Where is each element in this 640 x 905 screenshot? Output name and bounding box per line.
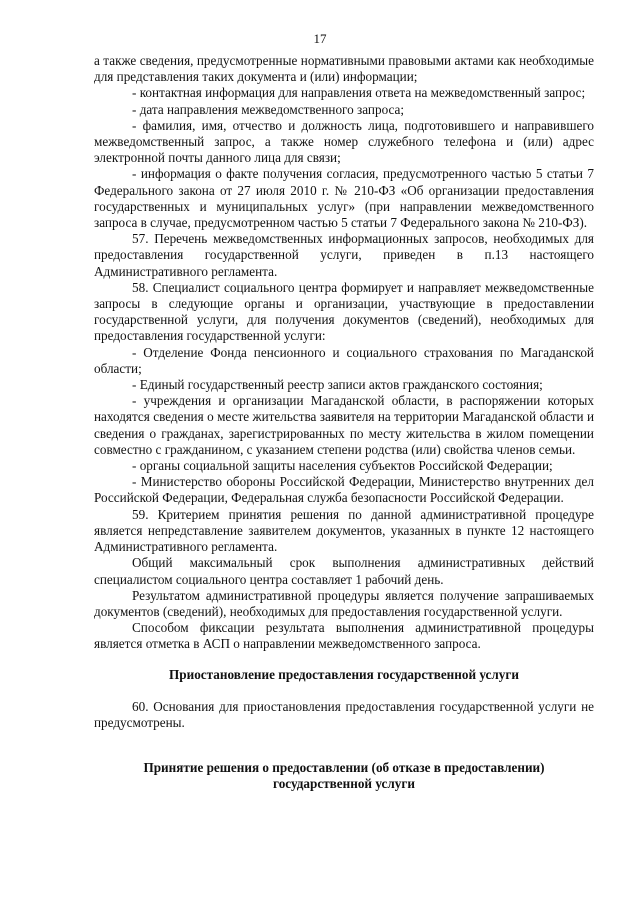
paragraph-max-term: Общий максимальный срок выполнения административных действий специалистом социального центра составляет 1 рабочий день. — [94, 555, 594, 587]
list-item-ministries: - Министерство обороны Российской Федерации, Министерство внутренних дел Российской Федерации, Федеральная служба безопасности Российской Федерации. — [94, 474, 594, 506]
section-heading-decision-line-2: государственной услуги — [273, 776, 415, 792]
paragraph-continuation: а также сведения, предусмотренные нормативными правовыми актами как необходимые для представления таких документа и (или) информации; — [94, 53, 594, 85]
list-item-civil-registry: - Единый государственный реестр записи актов гражданского состояния; — [132, 377, 543, 393]
paragraph-60: 60. Основания для приостановления предоставления государственной услуги не предусмотрены. — [94, 698, 594, 730]
list-item-regional-institutions: - учреждения и организации Магаданской области, в распоряжении которых находятся сведения о месте жительства заявителя на территории Магаданской области и сведения о гражданах, зарегистрированных по месту жительства в жилом помещении совместно с гражданином, с указанием степени родства (или) свойства членов семьи. — [94, 393, 594, 457]
section-heading-decision-line-1: Принятие решения о предоставлении (об отказе в предоставлении) — [143, 760, 545, 776]
list-item-consent-info: - информация о факте получения согласия, предусмотренного частью 5 статьи 7 Федерального закона от 27 июля 2010 г. № 210-ФЗ «Об организации предоставления государственных и муниципальных услуг» (при направлении межведомственного запроса в случае, предусмотренном частью 5 статьи 7 Федерального закона № 210-ФЗ). — [94, 166, 594, 231]
paragraph-58: 58. Специалист социального центра формирует и направляет межведомственные запросы в следующие органы и организации, участвующие в предоставлении государственной услуги, для получения документов (сведений), необходимых для предоставления государственной услуги: — [94, 279, 594, 344]
list-item-responsible-person: - фамилия, имя, отчество и должность лица, подготовившего и направившего межведомственный запрос, а также номер служебного телефона и (или) адрес электронной почты данного лица для связи; — [94, 117, 594, 166]
paragraph-result: Результатом административной процедуры является получение запрашиваемых документов (сведений), необходимых для предоставления государственной услуги. — [94, 587, 594, 619]
paragraph-59: 59. Критерием принятия решения по данной административной процедуре является непредставление заявителем документов, указанных в пункте 12 настоящего Административного регламента. — [94, 506, 594, 555]
paragraph-fixation: Способом фиксации результата выполнения административной процедуры является отметка в АСП о направлении межведомственного запроса. — [94, 620, 594, 652]
document-body — [94, 53, 594, 793]
list-item-pension-fund: - Отделение Фонда пенсионного и социального страхования по Магаданской области; — [94, 344, 594, 376]
list-item-request-date: - дата направления межведомственного запроса; — [132, 101, 405, 117]
paragraph-57: 57. Перечень межведомственных информационных запросов, необходимых для предоставления государственной услуги, приведен в п.13 настоящего Административного регламента. — [94, 231, 594, 279]
list-item-social-protection: - органы социальной защиты населения субъектов Российской Федерации; — [132, 458, 553, 474]
section-heading-suspension: Приостановление предоставления государственной услуги — [169, 666, 519, 682]
section-heading-decision — [94, 760, 594, 792]
list-item-contact-info: - контактная информация для направления ответа на межведомственный запрос; — [132, 85, 586, 101]
page-number: 17 — [313, 31, 327, 46]
